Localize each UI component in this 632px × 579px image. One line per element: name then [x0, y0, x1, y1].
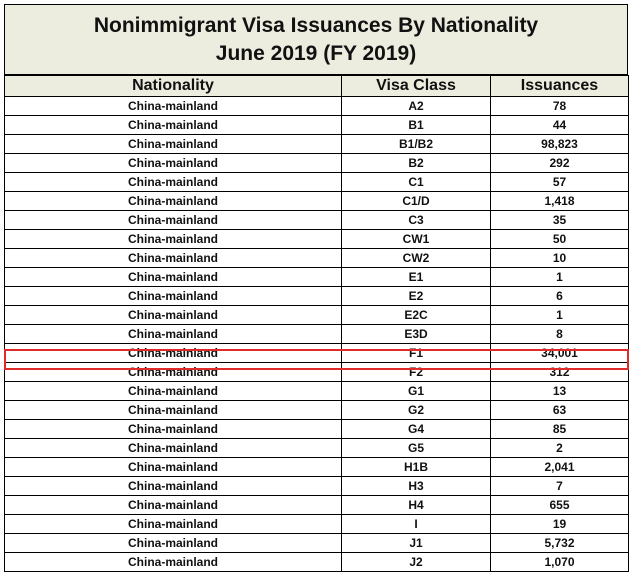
table-row: [5, 268, 629, 287]
cell-nationality: China-mainland: [5, 97, 342, 116]
table-row: [5, 135, 629, 154]
table-row: [5, 325, 629, 344]
cell-nationality: China-mainland: [5, 211, 342, 230]
cell-nationality: China-mainland: [5, 534, 342, 553]
cell-nationality: China-mainland: [5, 363, 342, 382]
cell-nationality: China-mainland: [5, 306, 342, 325]
table-row: [5, 211, 629, 230]
cell-nationality: China-mainland: [5, 268, 342, 287]
cell-visa-class: B1: [342, 116, 491, 135]
cell-issuances: 78: [491, 97, 629, 116]
cell-nationality: China-mainland: [5, 173, 342, 192]
cell-issuances: 50: [491, 230, 629, 249]
cell-issuances: 5,732: [491, 534, 629, 553]
cell-issuances: 13: [491, 382, 629, 401]
report-title-box: [4, 4, 628, 75]
cell-issuances: 19: [491, 515, 629, 534]
cell-nationality: China-mainland: [5, 344, 342, 363]
cell-nationality: China-mainland: [5, 401, 342, 420]
table-row: [5, 496, 629, 515]
report-title: Nonimmigrant Visa Issuances By Nationality: [93, 13, 539, 37]
cell-issuances: 35: [491, 211, 629, 230]
cell-nationality: China-mainland: [5, 135, 342, 154]
cell-visa-class: G2: [342, 401, 491, 420]
cell-visa-class: H3: [342, 477, 491, 496]
table-row: [5, 230, 629, 249]
table-row: [5, 534, 629, 553]
cell-nationality: China-mainland: [5, 230, 342, 249]
cell-visa-class: E3D: [342, 325, 491, 344]
cell-visa-class: B1/B2: [342, 135, 491, 154]
cell-issuances: 6: [491, 287, 629, 306]
cell-visa-class: G5: [342, 439, 491, 458]
cell-issuances: 85: [491, 420, 629, 439]
cell-nationality: China-mainland: [5, 515, 342, 534]
cell-visa-class: F1: [342, 344, 491, 363]
table-row: [5, 439, 629, 458]
cell-visa-class: CW1: [342, 230, 491, 249]
cell-visa-class: B2: [342, 154, 491, 173]
cell-visa-class: H4: [342, 496, 491, 515]
cell-issuances: 292: [491, 154, 629, 173]
cell-issuances: 312: [491, 363, 629, 382]
cell-visa-class: C1: [342, 173, 491, 192]
report-subtitle: June 2019 (FY 2019): [215, 41, 417, 65]
cell-nationality: China-mainland: [5, 439, 342, 458]
table-row: [5, 287, 629, 306]
issuances-table: [4, 75, 629, 572]
table-row: [5, 97, 629, 116]
cell-visa-class: CW2: [342, 249, 491, 268]
cell-issuances: 1: [491, 306, 629, 325]
table-row: [5, 458, 629, 477]
cell-nationality: China-mainland: [5, 458, 342, 477]
cell-visa-class: H1B: [342, 458, 491, 477]
cell-nationality: China-mainland: [5, 116, 342, 135]
cell-issuances: 10: [491, 249, 629, 268]
cell-issuances: 1: [491, 268, 629, 287]
cell-visa-class: E2C: [342, 306, 491, 325]
table-row: [5, 306, 629, 325]
cell-issuances: 8: [491, 325, 629, 344]
table-row: [5, 154, 629, 173]
cell-issuances: 34,001: [491, 344, 629, 363]
header-issuances: Issuances: [491, 76, 629, 97]
table-row: [5, 116, 629, 135]
cell-nationality: China-mainland: [5, 287, 342, 306]
cell-issuances: 1,418: [491, 192, 629, 211]
cell-nationality: China-mainland: [5, 477, 342, 496]
table-row: [5, 420, 629, 439]
cell-visa-class: I: [342, 515, 491, 534]
cell-nationality: China-mainland: [5, 249, 342, 268]
cell-nationality: China-mainland: [5, 192, 342, 211]
cell-visa-class: E1: [342, 268, 491, 287]
table-row: [5, 249, 629, 268]
cell-issuances: 7: [491, 477, 629, 496]
table-body: [5, 97, 629, 572]
table-row: [5, 477, 629, 496]
table-row: [5, 553, 629, 572]
cell-nationality: China-mainland: [5, 553, 342, 572]
header-nationality: Nationality: [5, 76, 342, 97]
header-visa-class: Visa Class: [342, 76, 491, 97]
cell-nationality: China-mainland: [5, 325, 342, 344]
table-row: [5, 401, 629, 420]
cell-visa-class: A2: [342, 97, 491, 116]
cell-visa-class: J1: [342, 534, 491, 553]
visa-issuance-report: [4, 4, 628, 572]
cell-issuances: 2,041: [491, 458, 629, 477]
cell-issuances: 655: [491, 496, 629, 515]
cell-issuances: 57: [491, 173, 629, 192]
table-header-row: [5, 76, 629, 97]
cell-issuances: 44: [491, 116, 629, 135]
cell-issuances: 63: [491, 401, 629, 420]
cell-issuances: 98,823: [491, 135, 629, 154]
table-row-highlighted: [5, 344, 629, 363]
table-row: [5, 173, 629, 192]
cell-visa-class: G1: [342, 382, 491, 401]
cell-nationality: China-mainland: [5, 154, 342, 173]
cell-visa-class: C1/D: [342, 192, 491, 211]
cell-issuances: 1,070: [491, 553, 629, 572]
cell-nationality: China-mainland: [5, 420, 342, 439]
cell-visa-class: C3: [342, 211, 491, 230]
table-row: [5, 382, 629, 401]
cell-issuances: 2: [491, 439, 629, 458]
table-row: [5, 192, 629, 211]
cell-visa-class: F2: [342, 363, 491, 382]
table-row: [5, 515, 629, 534]
cell-nationality: China-mainland: [5, 382, 342, 401]
table-row: [5, 363, 629, 382]
cell-nationality: China-mainland: [5, 496, 342, 515]
cell-visa-class: E2: [342, 287, 491, 306]
cell-visa-class: G4: [342, 420, 491, 439]
cell-visa-class: J2: [342, 553, 491, 572]
